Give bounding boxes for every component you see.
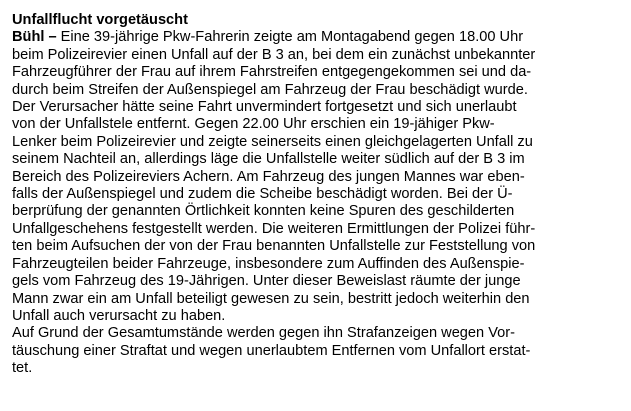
article-line-2: beim Polizeirevier einen Unfall auf der B 3 an, bei dem ein zunächst unbekannter <box>12 46 536 63</box>
article-line-6: von der Unfallstele entfernt. Gegen 22.00 Uhr erschien ein 19-jähiger Pkw- <box>12 116 495 133</box>
article-line-11: berprüfung der genannten Örtlichkeit konnten keine Spuren des geschilderten <box>12 203 515 220</box>
article-line-8: seinem Nachteil an, allerdings läge die Unfallstelle weiter südlich auf der B 3 im <box>12 151 525 168</box>
article-line-1 <box>12 29 624 46</box>
article-headline: Unfallflucht vorgetäuscht <box>12 12 188 28</box>
article-line-9: Bereich des Polizeireviers Achern. Am Fahrzeug des jungen Mannes war eben- <box>12 168 525 185</box>
article-line-7: Lenker beim Polizeirevier und zeigte seinerseits einen gleichgelagerten Unfall zu <box>12 133 533 150</box>
article-line-5: Der Verursacher hätte seine Fahrt unvermindert fortgesetzt und sich unerlaubt <box>12 99 517 116</box>
article-line-14: Fahrzeugteilen beider Fahrzeuge, insbesondere zum Auffinden des Außenspie- <box>12 255 525 272</box>
article-line-19: täuschung einer Straftat und wegen unerlaubtem Entfernen vom Unfallort erstat- <box>12 342 531 359</box>
article-line-1-text: Eine 39-jährige Pkw-Fahrerin zeigte am Montagabend gegen 18.00 Uhr <box>56 29 524 46</box>
article-line-10: falls der Außenspiegel und zudem die Scheibe beschädigt worden. Bei der Ü- <box>12 186 513 203</box>
article-line-4: durch beim Streifen der Außenspiegel am Fahrzeug der Frau beschädigt wurde. <box>12 81 528 98</box>
article-dateline: Bühl – <box>12 29 57 46</box>
article-line-18: Auf Grund der Gesamtumstände werden gegen ihn Strafanzeigen wegen Vor- <box>12 325 515 342</box>
article-line-3: Fahrzeugführer der Frau auf ihrem Fahrstreifen entgegengekommen sei und da- <box>12 64 532 81</box>
press-release-article <box>12 12 624 378</box>
article-line-16: Mann zwar ein am Unfall beteiligt gewesen zu sein, bestritt jedoch weiterhin den <box>12 290 530 307</box>
article-line-15: gels vom Fahrzeug des 19-Jährigen. Unter dieser Beweislast räumte der junge <box>12 273 521 290</box>
article-line-17: Unfall auch verursacht zu haben. <box>12 307 226 324</box>
article-line-12: Unfallgeschehens festgestellt werden. Die weiteren Ermittlungen der Polizei führ- <box>12 220 536 237</box>
article-line-13: ten beim Aufsuchen der von der Frau benannten Unfallstelle zur Feststellung von <box>12 238 536 255</box>
article-line-20: tet. <box>12 360 33 377</box>
